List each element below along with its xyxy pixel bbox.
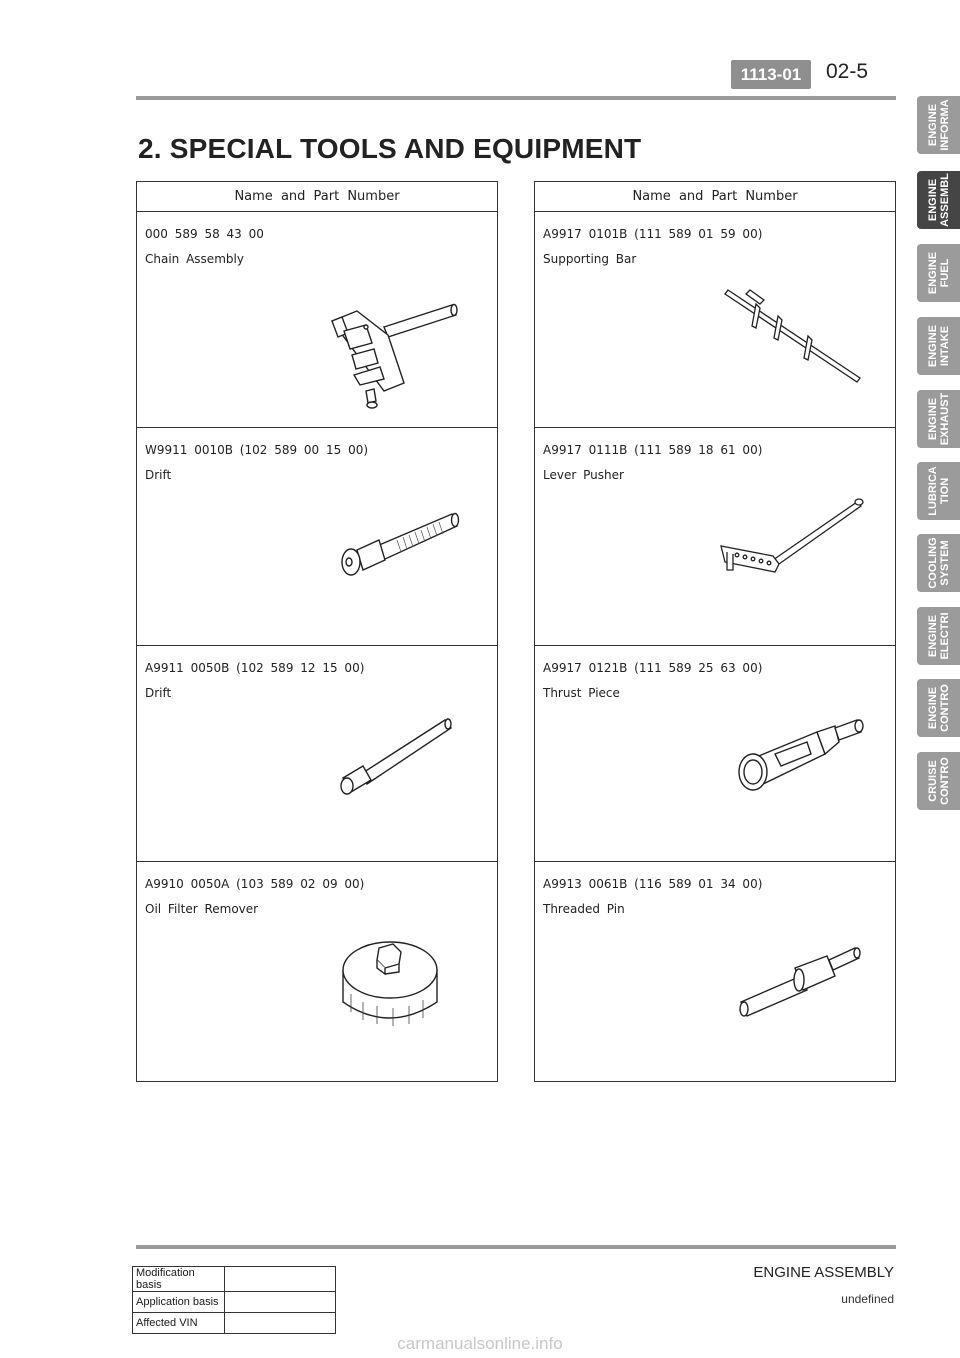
modification-table [132, 1266, 336, 1334]
tool-cell [535, 212, 895, 428]
section-code-badge: 1113-01 [731, 60, 811, 89]
side-tab-lubrication[interactable]: LUBRICA TION [917, 462, 960, 520]
tool-name: Drift [145, 468, 172, 482]
drift-tool-icon [337, 506, 467, 586]
tool-table-left [136, 181, 498, 1082]
tool-cell [137, 212, 497, 428]
drift-pin-tool-icon [333, 714, 463, 804]
tool-text [543, 438, 762, 488]
tool-part-number: A9917 0121B (111 589 25 63 00) [543, 661, 763, 675]
tool-name: Chain Assembly [145, 252, 244, 266]
footer-divider [136, 1245, 896, 1249]
side-tab-engine-information[interactable]: ENGINE INFORMA [917, 96, 960, 154]
lever-pusher-icon [713, 492, 873, 582]
tool-cell [137, 646, 497, 862]
side-tab-engine-intake[interactable]: ENGINE INTAKE [917, 317, 960, 375]
footer-section-sub: undefined [841, 1292, 894, 1306]
tool-part-number: A9917 0101B (111 589 01 59 00) [543, 227, 763, 241]
tool-table-right [534, 181, 896, 1082]
tool-text [543, 222, 762, 272]
tool-cell [535, 646, 895, 862]
tool-text [145, 656, 364, 706]
tool-text [543, 872, 762, 922]
table-header: Name and Part Number [137, 182, 497, 212]
tool-cell [535, 862, 895, 1080]
tool-cell [137, 428, 497, 646]
affected-vin-value [225, 1313, 336, 1334]
tool-name: Thrust Piece [543, 686, 620, 700]
application-basis-value [225, 1292, 336, 1313]
tool-name: Threaded Pin [543, 902, 625, 916]
chain-assembly-tool-icon [322, 297, 472, 422]
side-tab-engine-assembly[interactable]: ENGINE ASSEMBL [917, 171, 960, 229]
page-title: 2. SPECIAL TOOLS AND EQUIPMENT [138, 133, 642, 164]
side-tab-engine-exhaust[interactable]: ENGINE EXHAUST [917, 390, 960, 448]
tool-cell [137, 862, 497, 1080]
tool-part-number: 000 589 58 43 00 [145, 227, 264, 241]
application-basis-label: Application basis [133, 1292, 225, 1313]
page-number: 02-5 [826, 60, 869, 83]
tool-name: Oil Filter Remover [145, 902, 259, 916]
side-tab-engine-fuel[interactable]: ENGINE FUEL [917, 244, 960, 302]
side-tab-engine-control[interactable]: ENGINE CONTRO [917, 679, 960, 737]
oil-filter-remover-icon [337, 932, 447, 1032]
modification-basis-value [225, 1267, 336, 1292]
side-tab-engine-electrical[interactable]: ENGINE ELECTRI [917, 607, 960, 665]
modification-basis-label: Modification basis [133, 1267, 225, 1292]
tool-name: Drift [145, 686, 172, 700]
affected-vin-label: Affected VIN [133, 1313, 225, 1334]
tool-part-number: A9911 0050B (102 589 12 15 00) [145, 661, 365, 675]
table-row [133, 1292, 336, 1313]
tool-text [543, 656, 762, 706]
header-divider [136, 96, 896, 100]
table-row [133, 1313, 336, 1334]
tool-text [145, 438, 368, 488]
side-tab-cooling-system[interactable]: COOLING SYSTEM [917, 534, 960, 592]
table-row [133, 1267, 336, 1292]
tool-name: Supporting Bar [543, 252, 637, 266]
tool-name: Lever Pusher [543, 468, 624, 482]
tool-text [145, 222, 264, 272]
tool-cell [535, 428, 895, 646]
tool-text [145, 872, 364, 922]
tool-part-number: A9913 0061B (116 589 01 34 00) [543, 877, 763, 891]
tool-part-number: W9911 0010B (102 589 00 15 00) [145, 443, 369, 457]
watermark: carmanualsonline.info [397, 1334, 563, 1353]
table-header: Name and Part Number [535, 182, 895, 212]
supporting-bar-icon [720, 282, 870, 392]
footer-section-name: ENGINE ASSEMBLY [753, 1264, 894, 1281]
thrust-piece-icon [731, 714, 871, 804]
tool-part-number: A9917 0111B (111 589 18 61 00) [543, 443, 763, 457]
side-tab-cruise-control[interactable]: CRUISE CONTRO [917, 752, 960, 810]
tool-part-number: A9910 0050A (103 589 02 09 00) [145, 877, 365, 891]
threaded-pin-icon [731, 936, 871, 1026]
